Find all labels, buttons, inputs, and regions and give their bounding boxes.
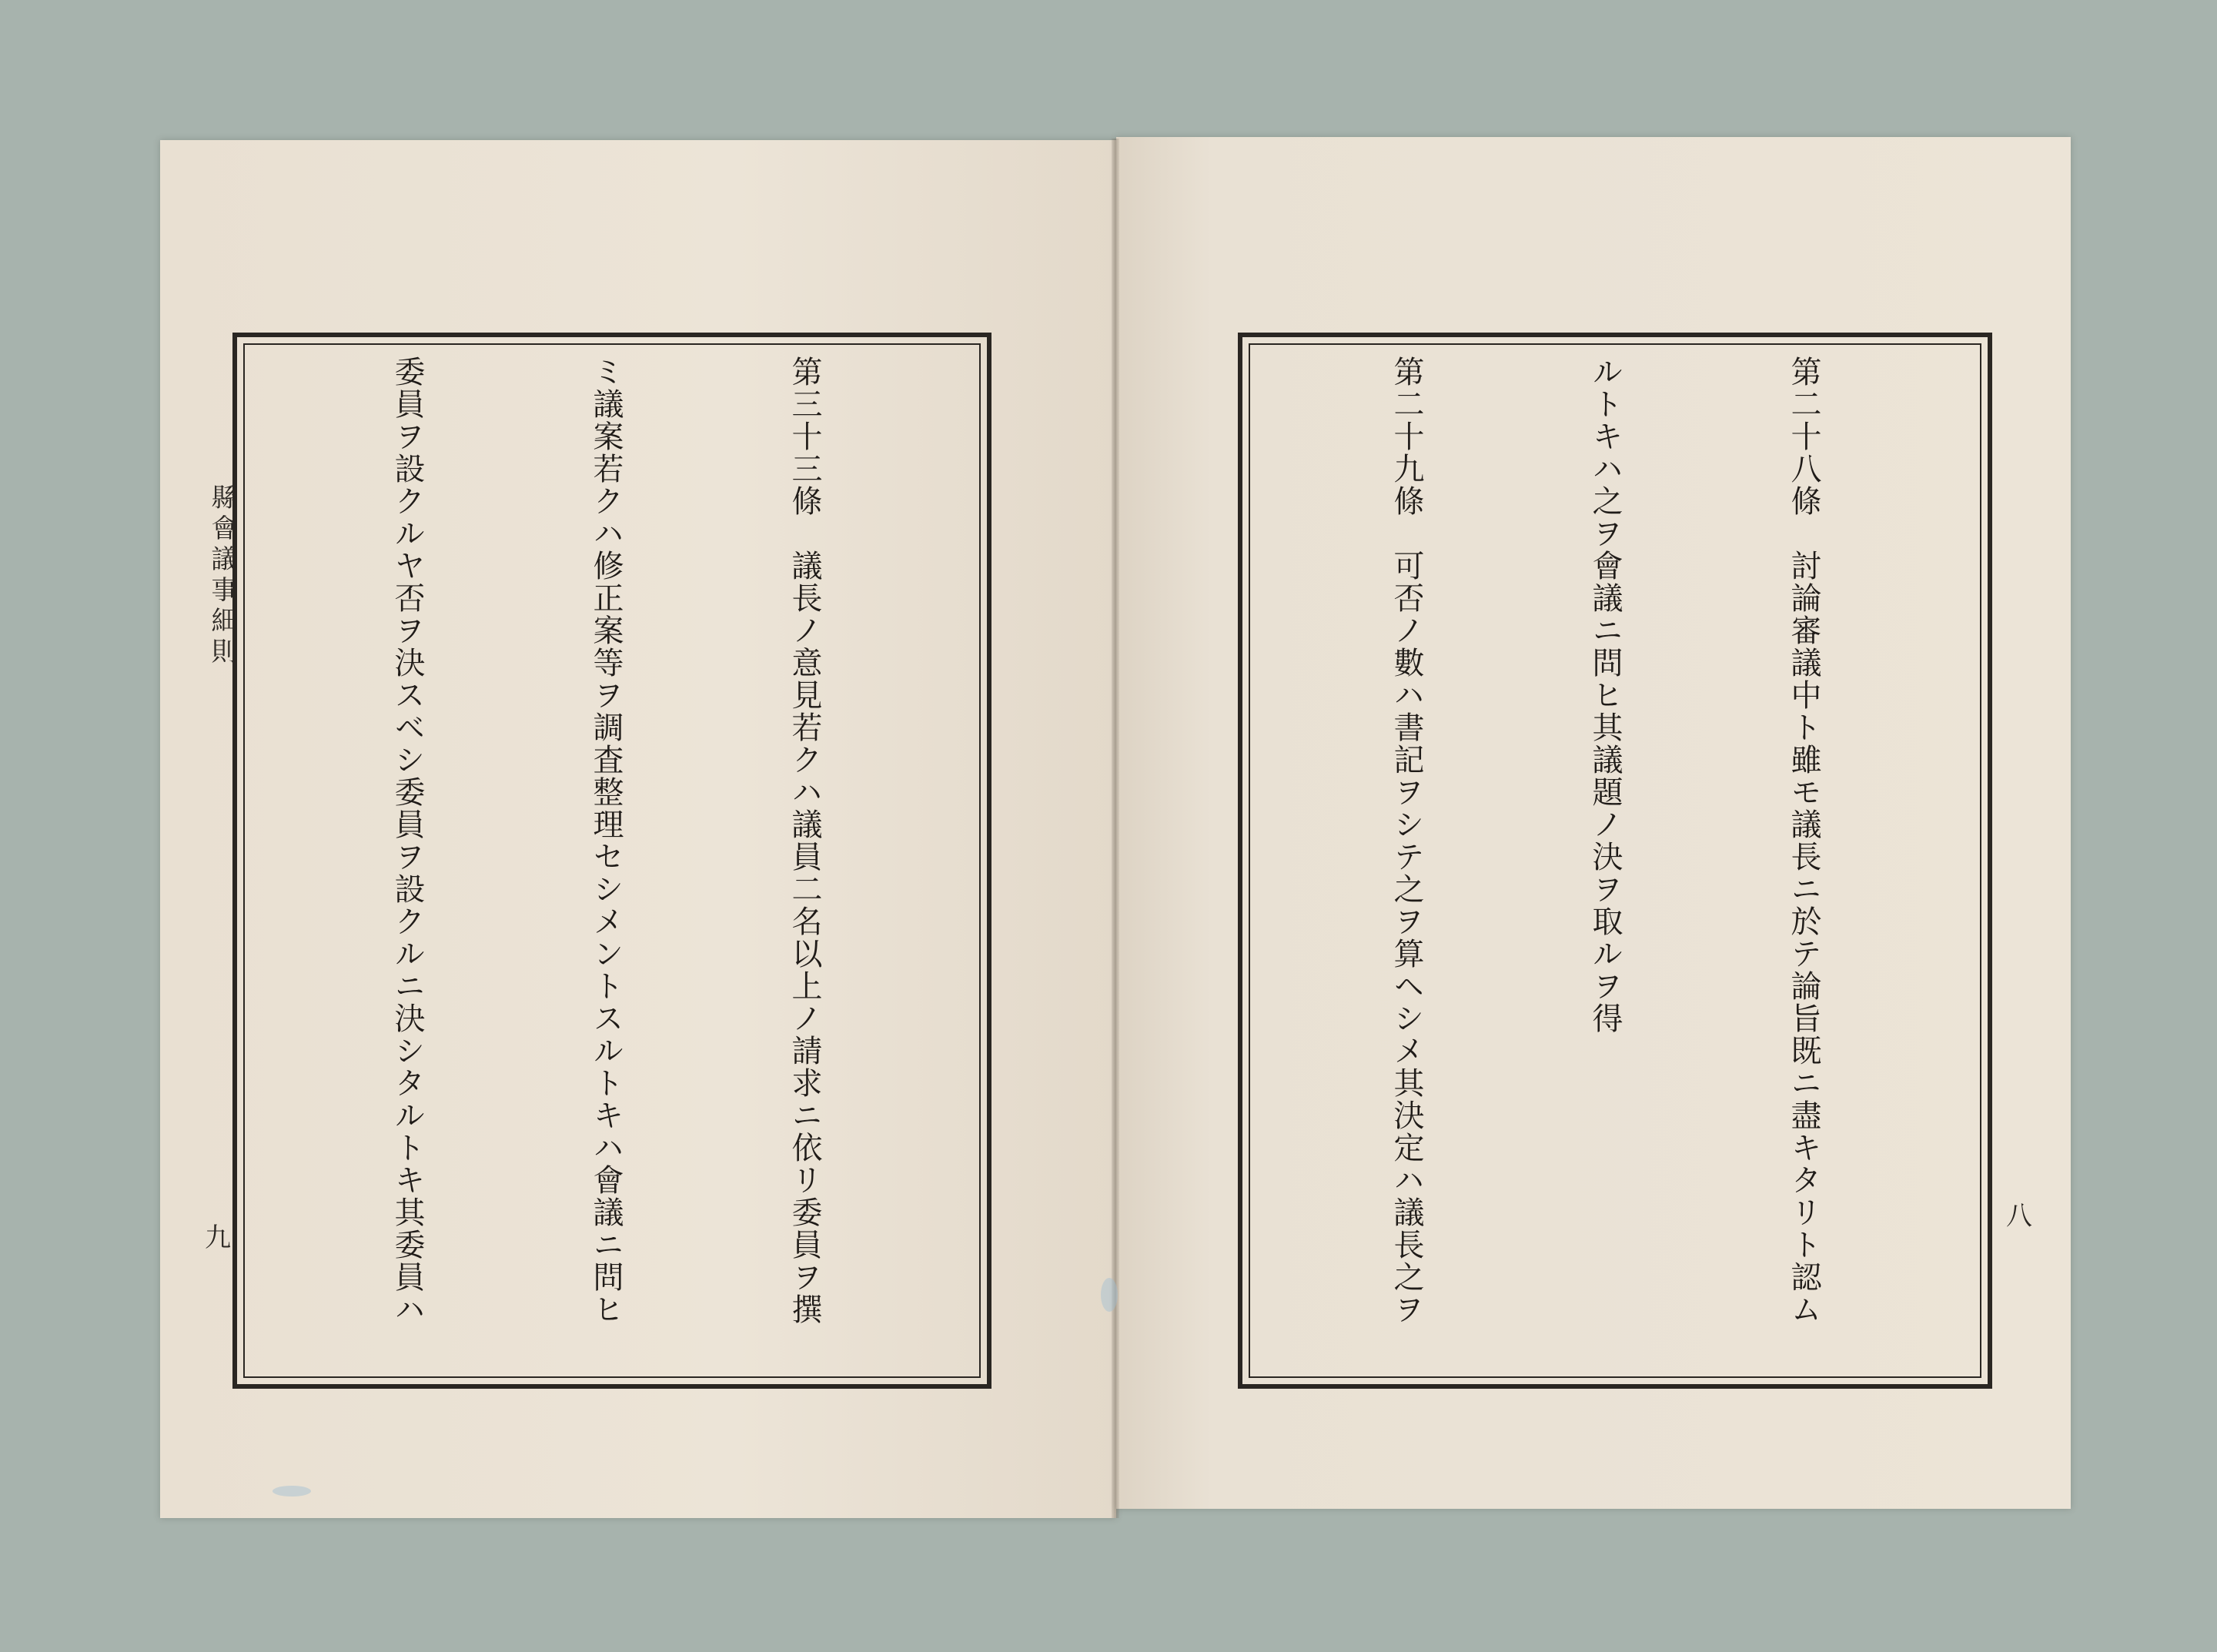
text-line: 委員ヲ設クルヤ否ヲ決スベシ委員ヲ設クルニ決シタルトキ其委員ハ: [390, 356, 425, 1326]
water-stain: [1101, 1278, 1118, 1312]
book-spine: [1112, 139, 1119, 1518]
page-number-right: 八: [2006, 1201, 2032, 1232]
article-28-heading: 第二十八條 討論審議中ト雖モ議長ニ於テ論旨既ニ盡キタリト認ム: [1786, 356, 1821, 1326]
page-number-left: 九: [205, 1222, 231, 1253]
running-title: 縣會議事細則: [206, 483, 237, 668]
article-29-heading: 第二十九條 可否ノ數ハ書記ヲシテ之ヲ算ヘシメ其決定ハ議長之ヲ: [1389, 356, 1424, 1326]
article-33-heading: 第三十三條 議長ノ意見若クハ議員二名以上ノ請求ニ依リ委員ヲ撰: [787, 356, 822, 1326]
left-page-text: [254, 356, 970, 1366]
text-line: ルトキハ之ヲ會議ニ問ヒ其議題ノ決ヲ取ルヲ得: [1587, 356, 1623, 1035]
right-page-text: [1259, 356, 1969, 1366]
text-line: ミ議案若クハ修正案等ヲ調査整理セシメントスルトキハ會議ニ問ヒ: [588, 356, 624, 1326]
water-stain: [273, 1486, 311, 1496]
